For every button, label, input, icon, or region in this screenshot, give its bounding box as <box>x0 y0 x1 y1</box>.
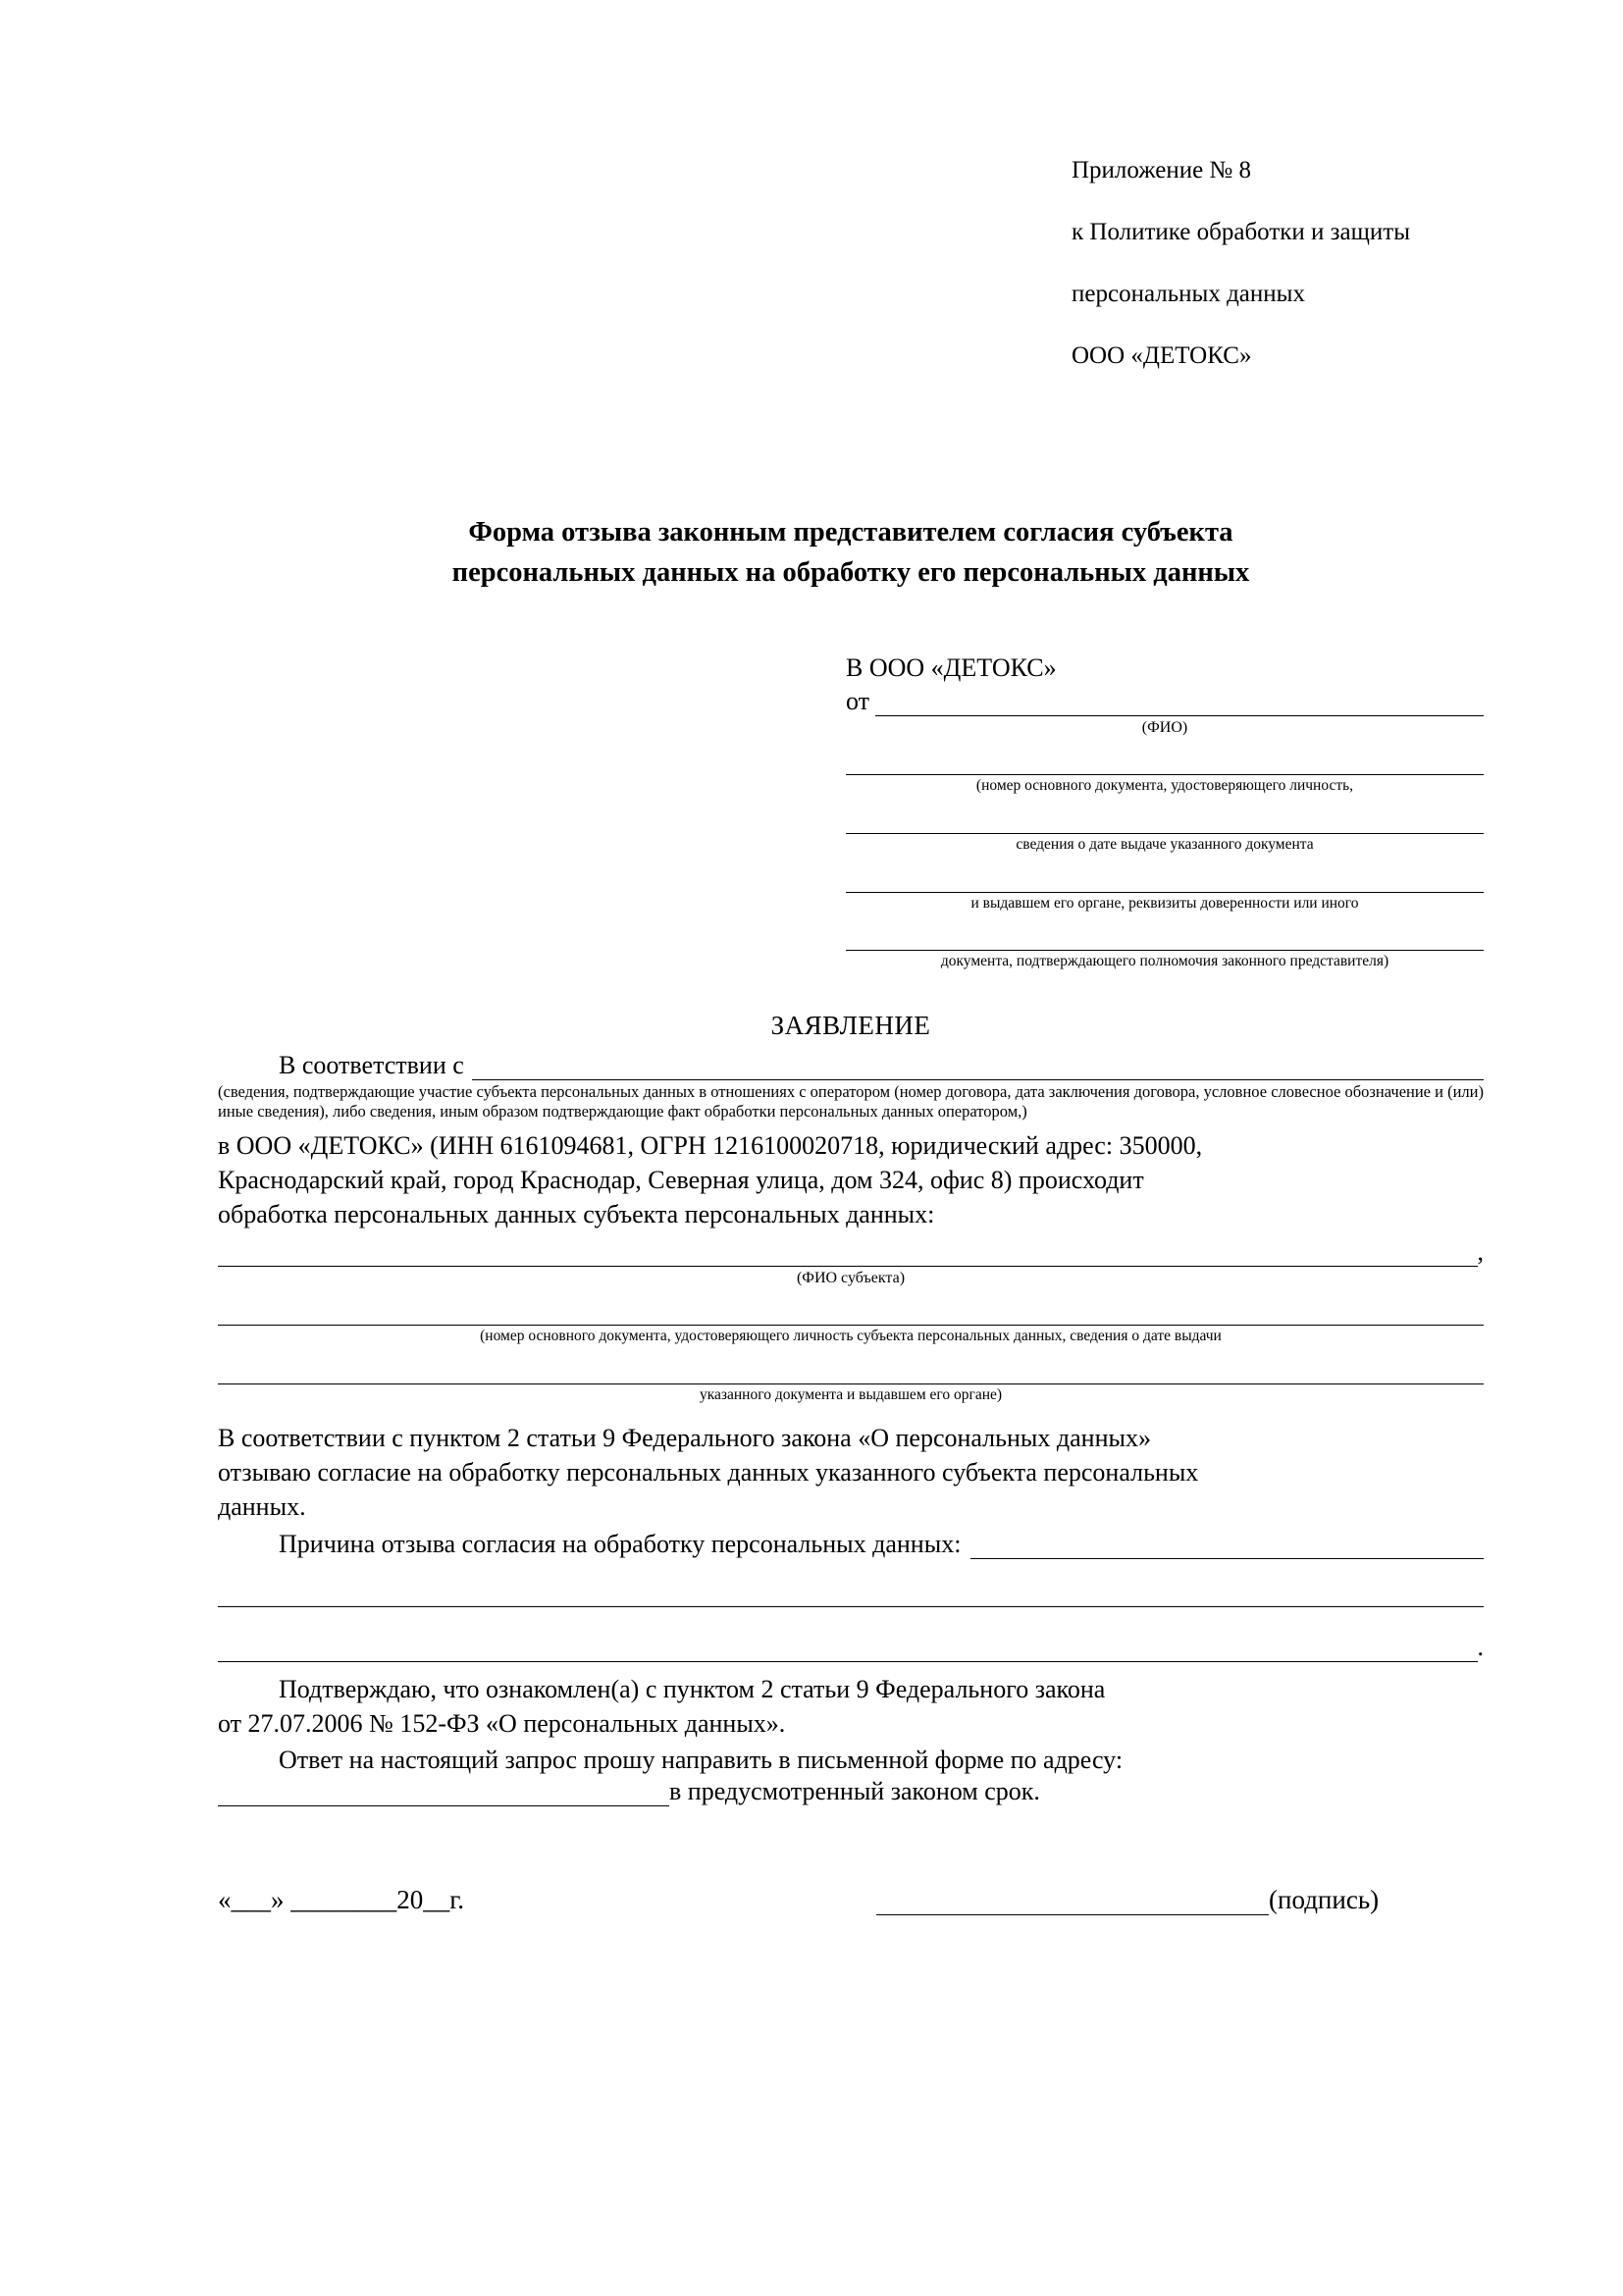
caption-subject-document-2: указанного документа и выдавшем его органе) <box>699 1386 1003 1403</box>
answer-line-2: в предусмотренный законом срок. <box>669 1777 1040 1806</box>
confirmation-line-1: Подтверждаю, что ознакомлен(а) с пунктом 2 статьи 9 Федерального закона <box>279 1674 1106 1703</box>
document-date-input-line[interactable] <box>846 811 1484 834</box>
answer-paragraph <box>218 1743 1484 1777</box>
reason-input-line-1[interactable] <box>970 1537 1484 1559</box>
signature-caption: (подпись) <box>1269 1885 1380 1915</box>
withdrawal-line-2: отзываю согласие на обработку персональных данных указанного субъекта персональных <box>218 1457 1199 1487</box>
in-accordance-input-line[interactable] <box>472 1058 1484 1080</box>
caption-document-line-2: сведения о дате выдаче указанного документа <box>1016 835 1314 853</box>
reason-input-line-3[interactable] <box>218 1640 1478 1662</box>
caption-subject-document-1: (номер основного документа, удостоверяющего личность субъекта персональных данных, сведения о дате выдачи <box>480 1328 1222 1345</box>
in-accordance-label: В соответствии с <box>279 1050 464 1079</box>
caption-fio: (ФИО) <box>1141 719 1188 737</box>
reason-row <box>218 1530 1484 1559</box>
subject-fio-input-line[interactable] <box>218 1244 1478 1267</box>
withdrawal-line-1: В соответствии с пунктом 2 статьи 9 Федерального закона «О персональных данных» <box>218 1423 1151 1452</box>
note-participation: (сведения, подтверждающие участие субъекта персональных данных в отношениях с оператором (номер договора, дата заключения договора, условное словесное обозначение и (или) иные сведения), либо сведения, иным образом подтверждающие факт обработки персональных данных оператором,) <box>218 1081 1484 1122</box>
appendix-line-3: персональных данных <box>1072 280 1305 307</box>
reason-input-line-2[interactable] <box>218 1585 1484 1607</box>
reason-row-3 <box>218 1633 1484 1662</box>
page-title <box>218 512 1484 594</box>
withdrawal-paragraph <box>218 1421 1484 1524</box>
caption-document-line-3: и выдавшем его органе, реквизиты доверенности или иного <box>970 894 1359 912</box>
document-number-input-line[interactable] <box>846 753 1484 775</box>
subject-fio-comma: , <box>1477 1237 1484 1267</box>
from-fio-input-line[interactable] <box>875 694 1484 716</box>
in-accordance-row <box>218 1051 1484 1080</box>
confirmation-line-2: от 27.07.2006 № 152-ФЗ «О персональных данных». <box>218 1708 786 1738</box>
organization-line-3: обработка персональных данных субъекта персональных данных: <box>218 1200 935 1229</box>
appendix-line-4: ООО «ДЕТОКС» <box>1072 341 1252 369</box>
organization-paragraph <box>218 1128 1484 1231</box>
subject-document-input-line[interactable] <box>218 1303 1484 1326</box>
confirmation-paragraph <box>218 1672 1484 1741</box>
organization-line-2: Краснодарский край, город Краснодар, Северная улица, дом 324, офис 8) происходит <box>218 1166 1144 1195</box>
subject-fio-row <box>218 1237 1484 1267</box>
caption-subject-fio: (ФИО субъекта) <box>796 1270 906 1287</box>
subject-document-issuer-input-line[interactable] <box>218 1362 1484 1384</box>
answer-line-1: Ответ на настоящий запрос прошу направить в письменной форме по адресу: <box>279 1746 1124 1775</box>
document-content <box>218 124 1484 1915</box>
answer-address-row <box>218 1777 1484 1806</box>
page-title-line-1: Форма отзыва законным представителем согласия субъекта <box>468 516 1233 548</box>
document-authority-input-line[interactable] <box>846 928 1484 951</box>
document-issuer-input-line[interactable] <box>846 870 1484 893</box>
caption-document-line-1: (номер основного документа, удостоверяющего личность, <box>975 777 1354 795</box>
from-label: от <box>846 687 870 716</box>
addressee-block <box>846 653 1484 971</box>
appendix-line-1: Приложение № 8 <box>1072 156 1252 183</box>
signature-date-field[interactable]: «___» ________20__г. <box>218 1885 465 1915</box>
withdrawal-line-3: данных. <box>218 1491 306 1521</box>
caption-document-line-4: документа, подтверждающего полномочия законного представителя) <box>940 953 1389 970</box>
answer-address-input-line[interactable] <box>218 1784 669 1806</box>
addressee-from-row <box>846 687 1484 716</box>
appendix-header <box>1072 124 1484 402</box>
appendix-line-2: к Политике обработки и защиты <box>1072 218 1411 245</box>
organization-line-1: в ООО «ДЕТОКС» (ИНН 6161094681, ОГРН 1216100020718, юридический адрес: 350000, <box>218 1130 1203 1160</box>
signature-row <box>218 1885 1484 1915</box>
signature-input-line[interactable] <box>876 1895 1269 1915</box>
addressee-organization: В ООО «ДЕТОКС» <box>846 653 1057 683</box>
reason-label: Причина отзыва согласия на обработку персональных данных: <box>279 1529 962 1558</box>
page-title-line-2: персональных данных на обработку его персональных данных <box>451 556 1250 588</box>
statement-heading: ЗАЯВЛЕНИЕ <box>770 1010 931 1040</box>
reason-period: . <box>1477 1632 1484 1661</box>
